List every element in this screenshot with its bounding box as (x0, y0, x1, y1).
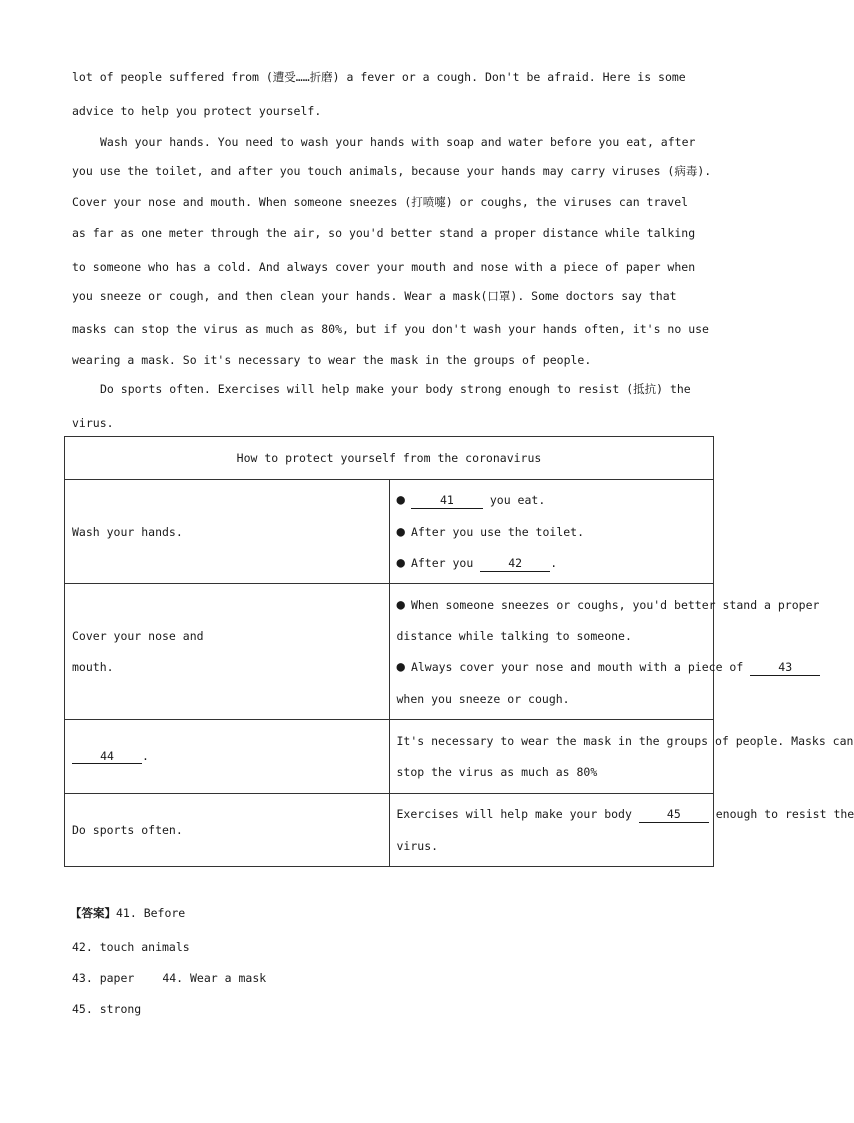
answer-line: 43. paper 44. Wear a mask (72, 971, 267, 985)
passage-line: you sneeze or cough, and then clean your hands. Wear a mask(口罩). Some doctors say that (72, 289, 677, 303)
table-row (65, 794, 714, 867)
blank-42: 42 (480, 555, 550, 572)
bullet-icon: ● (396, 554, 405, 571)
answer-label: 【答案】 (70, 906, 116, 920)
bullet-line: ● When someone sneezes or coughs, you'd better stand a proper (396, 596, 820, 613)
passage-line: wearing a mask. So it's necessary to wear the mask in the groups of people. (72, 353, 592, 367)
passage-line: masks can stop the virus as much as 80%, but if you don't wash your hands often, it's no use (72, 322, 709, 336)
row-content (389, 480, 714, 584)
passage-line: as far as one meter through the air, so you'd better stand a proper distance while talking (72, 226, 696, 240)
passage-line: Do sports often. Exercises will help make your body strong enough to resist (抵抗) the (100, 382, 691, 396)
bullet-line: ● After you 42 . (396, 554, 558, 571)
bullet-line: ● Always cover your nose and mouth with a piece of 43 (397, 659, 707, 676)
row-heading: Wash your hands. (65, 480, 390, 584)
bullet-line: ● After you use the toilet. (396, 523, 585, 540)
row-content: Exercises will help make your body 45 enough to resist the virus. (389, 794, 714, 867)
table-row (65, 480, 714, 584)
bullet-line: ● 41 you eat. (396, 491, 546, 508)
blank-45: 45 (639, 806, 709, 823)
blank-43: 43 (750, 659, 820, 676)
bullet-icon: ● (396, 523, 405, 540)
table-row (65, 720, 714, 794)
bullet-icon: ● (396, 491, 405, 508)
bullet-icon: ● (396, 658, 405, 675)
passage-line: lot of people suffered from (遭受……折磨) a fever or a cough. Don't be afraid. Here is some (72, 70, 686, 84)
row-content: ● When someone sneezes or coughs, you'd better stand a proper distance while talking to someone. ● Always cover your nose and mouth with a piece of 43 when you sneeze or cough. (389, 584, 714, 720)
passage-line: Wash your hands. You need to wash your hands with soap and water before you eat, after (100, 135, 696, 149)
answer-line: 45. strong (72, 1002, 142, 1016)
passage-line: to someone who has a cold. And always cover your mouth and nose with a piece of paper when (72, 260, 696, 274)
passage-line: advice to help you protect yourself. (72, 104, 322, 118)
passage-line: virus. (72, 416, 114, 430)
row-content: It's necessary to wear the mask in the groups of people. Masks can stop the virus as much as 80% (389, 720, 714, 794)
row-heading: 44 . (65, 720, 390, 794)
answer-line: 【答案】41. Before (70, 906, 186, 920)
row-heading: Cover your nose and mouth. (65, 584, 390, 720)
answer-line: 42. touch animals (72, 940, 190, 954)
bullet-icon: ● (396, 596, 405, 613)
table-title-row (65, 437, 714, 480)
table-row (65, 584, 714, 720)
blank-41: 41 (411, 492, 483, 509)
blank-44: 44 (72, 749, 142, 764)
row-heading: Do sports often. (65, 794, 390, 867)
table-title: How to protect yourself from the coronavirus (65, 437, 714, 480)
protection-table (64, 436, 854, 867)
passage-line: you use the toilet, and after you touch animals, because your hands may carry viruses (病毒). (72, 164, 712, 178)
passage-line: Cover your nose and mouth. When someone sneezes (打喷嚏) or coughs, the viruses can travel (72, 195, 689, 209)
